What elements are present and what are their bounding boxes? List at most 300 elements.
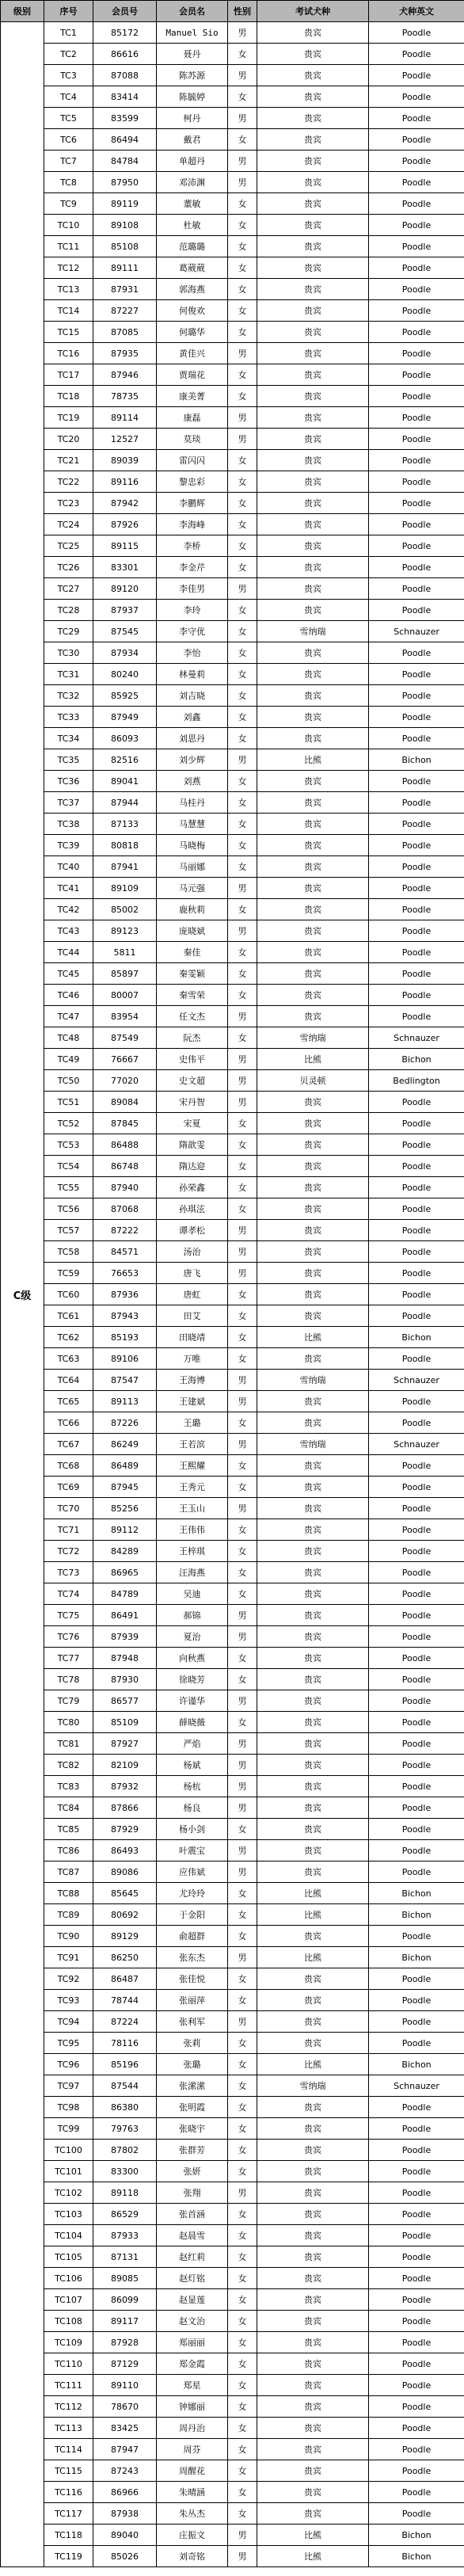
seq-cell: TC99 [44, 2118, 93, 2140]
breed-cell: 贵宾 [257, 1006, 369, 1027]
member-name-cell: 董敏 [157, 193, 228, 215]
gender-cell: 女 [228, 685, 257, 707]
seq-cell: TC8 [44, 172, 93, 193]
breed-cell: 贵宾 [257, 1648, 369, 1669]
table-row [1, 600, 464, 621]
member-name-cell: 马慧慧 [157, 814, 228, 835]
table-row [1, 664, 464, 685]
table-row [1, 1263, 464, 1284]
seq-cell: TC29 [44, 621, 93, 642]
table-row [1, 2140, 464, 2161]
member-id-cell: 85108 [93, 236, 157, 257]
member-name-cell: 莫琰 [157, 429, 228, 450]
table-row [1, 1348, 464, 1370]
breed-en-cell: Poodle [369, 2332, 464, 2353]
breed-en-cell: Poodle [369, 2097, 464, 2118]
seq-cell: TC112 [44, 2396, 93, 2418]
breed-cell: 贵宾 [257, 1455, 369, 1477]
seq-cell: TC38 [44, 814, 93, 835]
breed-cell: 贵宾 [257, 343, 369, 364]
member-name-cell: 隋达迎 [157, 1156, 228, 1177]
gender-cell: 女 [228, 1455, 257, 1477]
member-name-cell: 马元强 [157, 878, 228, 899]
gender-cell: 女 [228, 2353, 257, 2375]
table-row [1, 728, 464, 749]
breed-en-cell: Poodle [369, 407, 464, 429]
gender-cell: 女 [228, 129, 257, 151]
breed-en-cell: Poodle [369, 1626, 464, 1648]
header-member-id: 会员号 [93, 1, 157, 22]
member-id-cell: 89110 [93, 2375, 157, 2396]
member-id-cell: 86493 [93, 1840, 157, 1862]
gender-cell: 女 [228, 1819, 257, 1840]
breed-cell: 比熊 [257, 1904, 369, 1926]
table-row [1, 1198, 464, 1220]
seq-cell: TC24 [44, 514, 93, 535]
seq-cell: TC115 [44, 2460, 93, 2482]
breed-en-cell: Poodle [369, 600, 464, 621]
table-row [1, 856, 464, 878]
breed-cell: 贵宾 [257, 364, 369, 386]
gender-cell: 女 [228, 257, 257, 279]
member-id-cell: 87226 [93, 1412, 157, 1434]
breed-en-cell: Poodle [369, 1541, 464, 1562]
seq-cell: TC33 [44, 707, 93, 728]
seq-cell: TC36 [44, 771, 93, 792]
seq-cell: TC109 [44, 2332, 93, 2353]
table-row [1, 1498, 464, 1519]
member-name-cell: 王海博 [157, 1370, 228, 1391]
gender-cell: 女 [228, 2097, 257, 2118]
breed-cell: 贵宾 [257, 322, 369, 343]
member-id-cell: 87547 [93, 1370, 157, 1391]
gender-cell: 女 [228, 642, 257, 664]
breed-cell: 贵宾 [257, 1284, 369, 1305]
gender-cell: 女 [228, 1712, 257, 1733]
member-id-cell: 87131 [93, 2246, 157, 2268]
breed-cell: 贵宾 [257, 386, 369, 407]
seq-cell: TC12 [44, 257, 93, 279]
breed-cell: 贵宾 [257, 2396, 369, 2418]
breed-en-cell: Poodle [369, 1455, 464, 1477]
gender-cell: 女 [228, 2311, 257, 2332]
table-row [1, 2460, 464, 2482]
breed-cell: 贵宾 [257, 1626, 369, 1648]
member-name-cell: 张莉 [157, 2033, 228, 2054]
breed-en-cell: Poodle [369, 728, 464, 749]
table-row [1, 1669, 464, 1690]
table-row [1, 578, 464, 600]
breed-cell: 贵宾 [257, 2011, 369, 2033]
gender-cell: 女 [228, 814, 257, 835]
gender-cell: 女 [228, 2439, 257, 2460]
breed-en-cell: Poodle [369, 343, 464, 364]
seq-cell: TC60 [44, 1284, 93, 1305]
seq-cell: TC26 [44, 557, 93, 578]
breed-cell: 雪纳瑞 [257, 1370, 369, 1391]
breed-en-cell: Poodle [369, 386, 464, 407]
breed-cell: 贵宾 [257, 1840, 369, 1862]
member-id-cell: 87931 [93, 279, 157, 300]
gender-cell: 女 [228, 963, 257, 985]
member-name-cell: 李金芹 [157, 557, 228, 578]
breed-cell: 贵宾 [257, 450, 369, 471]
seq-cell: TC2 [44, 44, 93, 65]
member-name-cell: 范璐璐 [157, 236, 228, 257]
gender-cell: 女 [228, 600, 257, 621]
gender-cell: 女 [228, 1412, 257, 1434]
gender-cell: 女 [228, 2482, 257, 2503]
gender-cell: 男 [228, 407, 257, 429]
member-name-cell: 张佳悦 [157, 1968, 228, 1990]
member-id-cell: 80692 [93, 1904, 157, 1926]
seq-cell: TC68 [44, 1455, 93, 1477]
seq-cell: TC70 [44, 1498, 93, 1519]
breed-cell: 贵宾 [257, 2097, 369, 2118]
member-id-cell: 85002 [93, 899, 157, 920]
table-row [1, 920, 464, 942]
seq-cell: TC119 [44, 2546, 93, 2567]
member-id-cell: 85172 [93, 22, 157, 44]
breed-en-cell: Poodle [369, 1797, 464, 1819]
breed-en-cell: Poodle [369, 2118, 464, 2140]
breed-cell: 比熊 [257, 1049, 369, 1070]
gender-cell: 男 [228, 1263, 257, 1284]
member-id-cell: 86249 [93, 1434, 157, 1455]
seq-cell: TC59 [44, 1263, 93, 1284]
member-name-cell: 赵灯铭 [157, 2268, 228, 2289]
breed-en-cell: Poodle [369, 1519, 464, 1541]
member-id-cell: 89086 [93, 1862, 157, 1883]
seq-cell: TC94 [44, 2011, 93, 2033]
gender-cell: 女 [228, 2418, 257, 2439]
seq-cell: TC56 [44, 1198, 93, 1220]
table-row [1, 193, 464, 215]
breed-cell: 贵宾 [257, 1263, 369, 1284]
gender-cell: 男 [228, 1797, 257, 1819]
table-row [1, 429, 464, 450]
breed-en-cell: Bichon [369, 1904, 464, 1926]
breed-en-cell: Bichon [369, 1327, 464, 1348]
table-row [1, 899, 464, 920]
member-id-cell: 87129 [93, 2353, 157, 2375]
gender-cell: 女 [228, 771, 257, 792]
seq-cell: TC16 [44, 343, 93, 364]
table-row [1, 2118, 464, 2140]
seq-cell: TC76 [44, 1626, 93, 1648]
member-name-cell: 陈苏源 [157, 65, 228, 86]
seq-cell: TC10 [44, 215, 93, 236]
gender-cell: 女 [228, 1348, 257, 1370]
table-row [1, 450, 464, 471]
breed-en-cell: Poodle [369, 2439, 464, 2460]
gender-cell: 男 [228, 1434, 257, 1455]
member-name-cell: 孙琪泫 [157, 1198, 228, 1220]
member-id-cell: 5811 [93, 942, 157, 963]
gender-cell: 男 [228, 1006, 257, 1027]
table-row [1, 1284, 464, 1305]
seq-cell: TC43 [44, 920, 93, 942]
table-row [1, 1819, 464, 1840]
member-id-cell: 87866 [93, 1797, 157, 1819]
member-id-cell: 80240 [93, 664, 157, 685]
member-id-cell: 87929 [93, 1819, 157, 1840]
member-id-cell: 89039 [93, 450, 157, 471]
member-name-cell: 王伟伟 [157, 1519, 228, 1541]
member-name-cell: 尤玲玲 [157, 1883, 228, 1904]
member-name-cell: 郑星 [157, 2375, 228, 2396]
breed-en-cell: Poodle [369, 65, 464, 86]
breed-cell: 贵宾 [257, 920, 369, 942]
seq-cell: TC82 [44, 1755, 93, 1776]
breed-en-cell: Bichon [369, 1049, 464, 1070]
seq-cell: TC90 [44, 1926, 93, 1947]
header-seq: 序号 [44, 1, 93, 22]
member-id-cell: 82516 [93, 749, 157, 771]
gender-cell: 女 [228, 493, 257, 514]
seq-cell: TC105 [44, 2246, 93, 2268]
member-name-cell: 王秀元 [157, 1477, 228, 1498]
member-name-cell: 赵显莲 [157, 2289, 228, 2311]
member-name-cell: 李海峰 [157, 514, 228, 535]
breed-cell: 贵宾 [257, 236, 369, 257]
member-name-cell: 周芬 [157, 2439, 228, 2460]
breed-en-cell: Poodle [369, 1006, 464, 1027]
table-row [1, 1027, 464, 1049]
table-row [1, 2396, 464, 2418]
table-row [1, 300, 464, 322]
seq-cell: TC98 [44, 2097, 93, 2118]
breed-cell: 贵宾 [257, 557, 369, 578]
member-name-cell: 庄振文 [157, 2525, 228, 2546]
member-id-cell: 87932 [93, 1776, 157, 1797]
member-id-cell: 82109 [93, 1755, 157, 1776]
breed-cell: 贵宾 [257, 108, 369, 129]
table-row [1, 557, 464, 578]
member-name-cell: 黄佳兴 [157, 343, 228, 364]
table-row [1, 108, 464, 129]
breed-cell: 比熊 [257, 749, 369, 771]
member-name-cell: 秦雯颖 [157, 963, 228, 985]
seq-cell: TC5 [44, 108, 93, 129]
seq-cell: TC92 [44, 1968, 93, 1990]
gender-cell: 女 [228, 664, 257, 685]
breed-cell: 贵宾 [257, 1776, 369, 1797]
member-id-cell: 89084 [93, 1092, 157, 1113]
seq-cell: TC114 [44, 2439, 93, 2460]
breed-cell: 雪纳瑞 [257, 1027, 369, 1049]
breed-en-cell: Poodle [369, 151, 464, 172]
breed-cell: 贵宾 [257, 2033, 369, 2054]
breed-en-cell: Poodle [369, 1583, 464, 1605]
table-row [1, 236, 464, 257]
table-row [1, 1177, 464, 1198]
member-name-cell: 薛晓薇 [157, 1712, 228, 1733]
member-name-cell: 郑丽丽 [157, 2332, 228, 2353]
breed-cell: 贵宾 [257, 2439, 369, 2460]
breed-cell: 贵宾 [257, 2482, 369, 2503]
breed-cell: 比熊 [257, 1947, 369, 1968]
table-row [1, 1070, 464, 1092]
member-id-cell: 83300 [93, 2161, 157, 2182]
table-row [1, 386, 464, 407]
breed-en-cell: Poodle [369, 1284, 464, 1305]
member-name-cell: 邓沛渊 [157, 172, 228, 193]
breed-cell: 贵宾 [257, 1092, 369, 1113]
gender-cell: 女 [228, 1669, 257, 1690]
breed-en-cell: Bichon [369, 1883, 464, 1904]
table-row [1, 2311, 464, 2332]
breed-cell: 贵宾 [257, 1305, 369, 1327]
table-row [1, 1156, 464, 1177]
member-id-cell: 87945 [93, 1477, 157, 1498]
gender-cell: 女 [228, 1883, 257, 1904]
table-row [1, 2011, 464, 2033]
gender-cell: 男 [228, 878, 257, 899]
breed-cell: 雪纳瑞 [257, 2075, 369, 2097]
table-row [1, 86, 464, 108]
breed-en-cell: Poodle [369, 2289, 464, 2311]
member-id-cell: 86965 [93, 1562, 157, 1583]
member-name-cell: 马丽娜 [157, 856, 228, 878]
member-name-cell: 宋丹智 [157, 1092, 228, 1113]
breed-en-cell: Poodle [369, 172, 464, 193]
member-name-cell: 张璐 [157, 2054, 228, 2075]
seq-cell: TC42 [44, 899, 93, 920]
breed-en-cell: Poodle [369, 1263, 464, 1284]
seq-cell: TC14 [44, 300, 93, 322]
breed-en-cell: Poodle [369, 2033, 464, 2054]
seq-cell: TC3 [44, 65, 93, 86]
member-id-cell: 83425 [93, 2418, 157, 2439]
table-row [1, 1113, 464, 1134]
member-id-cell: 84289 [93, 1541, 157, 1562]
breed-cell: 贵宾 [257, 1348, 369, 1370]
table-row [1, 2161, 464, 2182]
gender-cell: 男 [228, 1626, 257, 1648]
table-row [1, 2525, 464, 2546]
table-row [1, 44, 464, 65]
gender-cell: 男 [228, 65, 257, 86]
breed-cell: 贵宾 [257, 193, 369, 215]
gender-cell: 女 [228, 856, 257, 878]
seq-cell: TC11 [44, 236, 93, 257]
breed-cell: 贵宾 [257, 1733, 369, 1755]
member-name-cell: 张潆潆 [157, 2075, 228, 2097]
breed-en-cell: Poodle [369, 471, 464, 493]
breed-cell: 贵宾 [257, 1477, 369, 1498]
breed-cell: 比熊 [257, 2525, 369, 2546]
gender-cell: 女 [228, 2503, 257, 2525]
table-row [1, 2503, 464, 2525]
seq-cell: TC55 [44, 1177, 93, 1198]
breed-en-cell: Bedlington [369, 1070, 464, 1092]
gender-cell: 男 [228, 343, 257, 364]
gender-cell: 女 [228, 2375, 257, 2396]
member-name-cell: 张翔 [157, 2182, 228, 2204]
member-name-cell: 郑金霞 [157, 2353, 228, 2375]
gender-cell: 男 [228, 1840, 257, 1862]
gender-cell: 女 [228, 300, 257, 322]
seq-cell: TC31 [44, 664, 93, 685]
table-row [1, 1755, 464, 1776]
gender-cell: 男 [228, 1049, 257, 1070]
member-name-cell: 葛葳葳 [157, 257, 228, 279]
gender-cell: 女 [228, 1926, 257, 1947]
seq-cell: TC15 [44, 322, 93, 343]
breed-en-cell: Poodle [369, 129, 464, 151]
breed-en-cell: Schnauzer [369, 1370, 464, 1391]
seq-cell: TC52 [44, 1113, 93, 1134]
table-row [1, 1883, 464, 1904]
gender-cell: 女 [228, 86, 257, 108]
breed-cell: 贵宾 [257, 2311, 369, 2332]
member-name-cell: 刘吉晓 [157, 685, 228, 707]
seq-cell: TC73 [44, 1562, 93, 1583]
member-name-cell: 杜敏 [157, 215, 228, 236]
breed-cell: 贵宾 [257, 1926, 369, 1947]
table-row [1, 685, 464, 707]
member-name-cell: 何俊欢 [157, 300, 228, 322]
seq-cell: TC7 [44, 151, 93, 172]
breed-cell: 贵宾 [257, 707, 369, 728]
breed-cell: 贵宾 [257, 2204, 369, 2225]
member-name-cell: 张明霞 [157, 2097, 228, 2118]
breed-cell: 贵宾 [257, 86, 369, 108]
table-row [1, 1733, 464, 1755]
gender-cell: 女 [228, 792, 257, 814]
member-name-cell: 万唯 [157, 1348, 228, 1370]
gender-cell: 女 [228, 1541, 257, 1562]
gender-cell: 女 [228, 1305, 257, 1327]
member-id-cell: 83954 [93, 1006, 157, 1027]
gender-cell: 女 [228, 193, 257, 215]
breed-en-cell: Poodle [369, 1562, 464, 1583]
member-name-cell: 张东杰 [157, 1947, 228, 1968]
table-row [1, 1583, 464, 1605]
breed-en-cell: Poodle [369, 1840, 464, 1862]
member-id-cell: 89112 [93, 1519, 157, 1541]
member-name-cell: 张首涵 [157, 2204, 228, 2225]
member-name-cell: 刘燕 [157, 771, 228, 792]
table-row [1, 1968, 464, 1990]
table-row [1, 1412, 464, 1434]
table-row [1, 172, 464, 193]
member-name-cell: 王熙耀 [157, 1455, 228, 1477]
table-row [1, 1305, 464, 1327]
breed-en-cell: Poodle [369, 279, 464, 300]
table-row [1, 2075, 464, 2097]
member-name-cell: 马桂丹 [157, 792, 228, 814]
seq-cell: TC44 [44, 942, 93, 963]
seq-cell: TC93 [44, 1990, 93, 2011]
breed-cell: 贵宾 [257, 2375, 369, 2396]
gender-cell: 男 [228, 1605, 257, 1626]
gender-cell: 男 [228, 151, 257, 172]
breed-cell: 贵宾 [257, 2140, 369, 2161]
breed-en-cell: Poodle [369, 2396, 464, 2418]
seq-cell: TC4 [44, 86, 93, 108]
breed-en-cell: Poodle [369, 685, 464, 707]
breed-cell: 贵宾 [257, 1712, 369, 1733]
member-id-cell: 89113 [93, 1391, 157, 1412]
member-id-cell: 76667 [93, 1049, 157, 1070]
gender-cell: 女 [228, 471, 257, 493]
table-row [1, 1241, 464, 1263]
table-row [1, 1840, 464, 1862]
member-name-cell: 赵文治 [157, 2311, 228, 2332]
gender-cell: 女 [228, 2204, 257, 2225]
